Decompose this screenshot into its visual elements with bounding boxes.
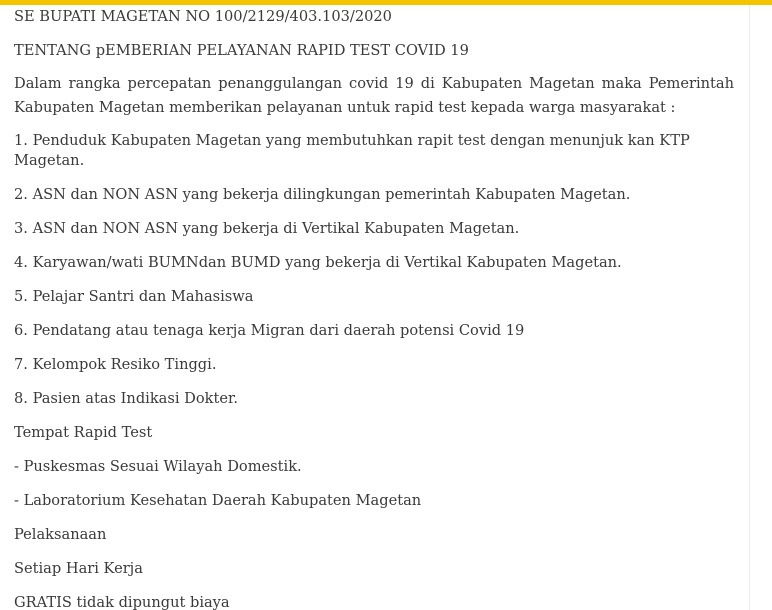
location-item: - Puskesmas Sesuai Wilayah Domestik.	[14, 458, 302, 475]
list-item: 7. Kelompok Resiko Tinggi.	[14, 356, 217, 373]
heading-reference: SE BUPATI MAGETAN NO 100/2129/403.103/2020	[14, 8, 392, 25]
article-body	[14, 7, 734, 610]
list-item: 8. Pasien atas Indikasi Dokter.	[14, 390, 239, 407]
intro-paragraph: Dalam rangka percepatan penanggulangan covid 19 di Kabupaten Magetan maka Pemerintah Kabupaten Magetan memberikan pelayanan untuk rapid test kepada warga masyarakat :	[14, 75, 734, 116]
heading-subject: TENTANG pEMBERIAN PELAYANAN RAPID TEST COVID 19	[14, 42, 469, 59]
list-item: 4. Karyawan/wati BUMNdan BUMD yang bekerja di Vertikal Kabupaten Magetan.	[14, 254, 622, 271]
list-item: 3. ASN dan NON ASN yang bekerja di Vertikal Kabupaten Magetan.	[14, 220, 520, 237]
list-item: 1. Penduduk Kabupaten Magetan yang membutuhkan rapit test dengan menunjuk kan KTP Magetan.	[14, 132, 690, 169]
location-heading: Tempat Rapid Test	[14, 424, 153, 441]
list-item: 5. Pelajar Santri dan Mahasiswa	[14, 288, 254, 305]
list-item: 2. ASN dan NON ASN yang bekerja dilingkungan pemerintah Kabupaten Magetan.	[14, 186, 631, 203]
cost-text: GRATIS tidak dipungut biaya	[14, 594, 230, 610]
top-accent-bar	[0, 0, 772, 5]
list-item: 6. Pendatang atau tenaga kerja Migran dari daerah potensi Covid 19	[14, 322, 525, 339]
schedule-text: Setiap Hari Kerja	[14, 560, 143, 577]
content-divider	[749, 5, 750, 610]
location-item: - Laboratorium Kesehatan Daerah Kabupaten Magetan	[14, 492, 422, 509]
execution-heading: Pelaksanaan	[14, 526, 107, 543]
